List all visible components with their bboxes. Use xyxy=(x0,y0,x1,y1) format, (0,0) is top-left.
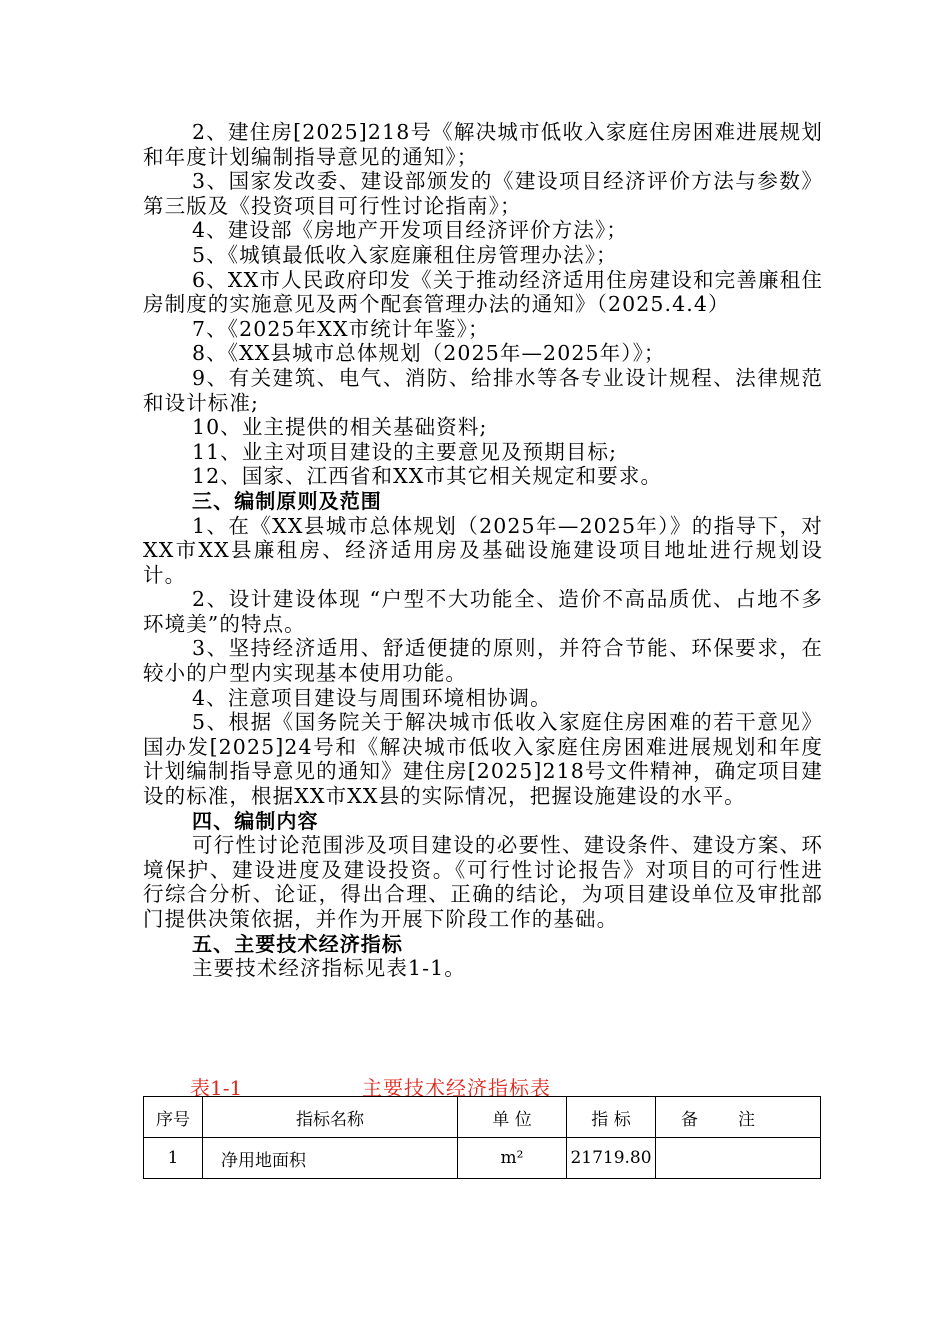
paragraph: 6、XX市人民政府印发《关于推动经济适用住房建设和完善廉租住房制度的实施意见及两个配套管理办法的通知》（2025.4.4） xyxy=(143,267,823,317)
paragraph: 可行性讨论范围涉及项目建设的必要性、建设条件、建设方案、环境保护、建设进度及建设投资。《可行性讨论报告》对项目的可行性进行综合分析、论证，得出合理、正确的结论，为项目建设单位及审批部门提供决策依据，并作为开展下阶段工作的基础。 xyxy=(143,833,823,931)
paragraph: 4、建设部《房地产开发项目经济评价方法》； xyxy=(192,218,628,243)
header-cell: 指 标 xyxy=(567,1097,656,1138)
section-heading: 五、主要技术经济指标 xyxy=(192,931,403,956)
paragraph: 10、业主提供的相关基础资料; xyxy=(192,415,488,440)
paragraph: 主要技术经济指标见表1-1。 xyxy=(192,956,466,981)
table-header-row xyxy=(144,1097,821,1138)
paragraph: 7、《2025年XX市统计年鉴》； xyxy=(192,316,490,341)
paragraph: 2、设计建设体现 “户型不大功能全、造价不高品质优、占地不多环境美”的特点。 xyxy=(143,587,823,636)
header-cell: 单 位 xyxy=(458,1097,567,1138)
header-cell: 备注 xyxy=(656,1097,821,1138)
paragraph: 5、《城镇最低收入家庭廉租住房管理办法》； xyxy=(192,242,618,267)
table-number: 表1-1 xyxy=(190,1076,243,1100)
indicator-table xyxy=(143,1096,821,1179)
paragraph: 11、业主对项目建设的主要意见及预期目标; xyxy=(192,439,618,464)
section-heading: 四、编制内容 xyxy=(192,808,319,833)
paragraph: 5、根据《国务院关于解决城市低收入家庭住房困难的若干意见》国办发[2025]24号和《解决城市低收入家庭住房困难进展规划和年度计划编制指导意见的通知》建住房[2025]218号文件精神，确定项目建设的标准，根据XX市XX县的实际情况，把握设施建设的水平。 xyxy=(143,710,823,809)
header-cell: 指标名称 xyxy=(203,1097,458,1138)
table-title: 主要技术经济指标表 xyxy=(362,1076,551,1100)
table-cell xyxy=(656,1138,821,1179)
paragraph: 8、《XX县城市总体规划（2025年—2025年）》； xyxy=(192,341,666,366)
table-cell: m² xyxy=(458,1138,567,1179)
table-cell: 净用地面积 xyxy=(203,1138,458,1179)
table-cell: 1 xyxy=(144,1138,203,1179)
paragraph: 4、注意项目建设与周围环境相协调。 xyxy=(192,685,552,710)
body-text xyxy=(143,120,823,981)
section-heading: 三、编制原则及范围 xyxy=(192,488,382,513)
paragraph: 2、建住房[2025]218号《解决城市低收入家庭住房困难进展规划和年度计划编制指导意见的通知》； xyxy=(143,120,823,169)
table-cell: 21719.80 xyxy=(567,1138,656,1179)
paragraph: 3、坚持经济适用、舒适便捷的原则，并符合节能、环保要求，在较小的户型内实现基本使用功能。 xyxy=(143,636,823,686)
paragraph: 1、在《XX县城市总体规划（2025年—2025年）》的指导下，对XX市XX县廉租房、经济适用房及基础设施建设项目地址进行规划设计。 xyxy=(143,513,823,587)
paragraph: 12、国家、江西省和XX市其它相关规定和要求。 xyxy=(192,464,663,489)
paragraph: 3、国家发改委、建设部颁发的《建设项目经济评价方法与参数》第三版及《投资项目可行性讨论指南》； xyxy=(143,169,823,218)
paragraph: 9、有关建筑、电气、消防、给排水等各专业设计规程、法律规范和设计标准; xyxy=(143,365,823,415)
header-cell: 序号 xyxy=(144,1097,203,1138)
table-row xyxy=(144,1138,821,1179)
